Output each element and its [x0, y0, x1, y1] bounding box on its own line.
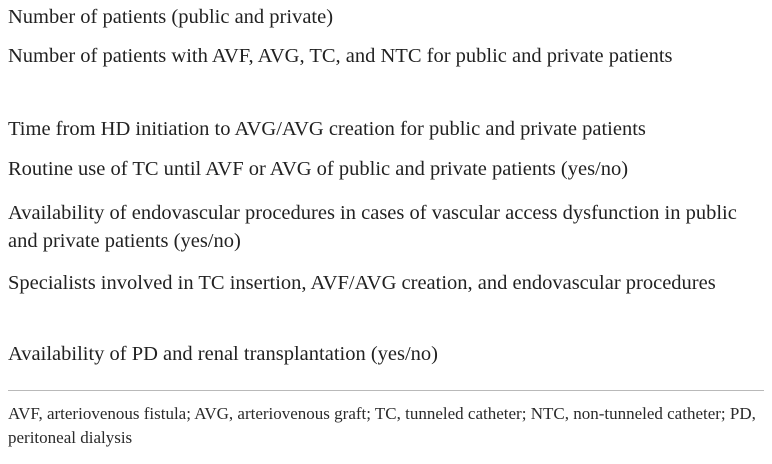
variable-item-endovascular-availability: Availability of endovascular procedures in cases of vascular access dysfunction in public and private patients (yes/no)	[8, 202, 737, 252]
variable-item-routine-tc-use: Routine use of TC until AVF or AVG of public and private patients (yes/no)	[8, 158, 629, 180]
variable-item-specialists: Specialists involved in TC insertion, AVF/AVG creation, and endovascular procedures	[8, 272, 716, 294]
abbreviations-footnote: AVF, arteriovenous fistula; AVG, arteriovenous graft; TC, tunneled catheter; NTC, non-tunneled catheter; PD, peritoneal dialysis	[8, 404, 756, 447]
variable-item-patient-count: Number of patients (public and private)	[8, 6, 334, 28]
variable-item-time-to-creation: Time from HD initiation to AVG/AVG creation for public and private patients	[8, 118, 646, 140]
variable-item-pd-transplant: Availability of PD and renal transplantation (yes/no)	[8, 343, 439, 365]
footnote-divider	[8, 390, 764, 391]
variable-item-access-types: Number of patients with AVF, AVG, TC, and NTC for public and private patients	[8, 45, 673, 67]
